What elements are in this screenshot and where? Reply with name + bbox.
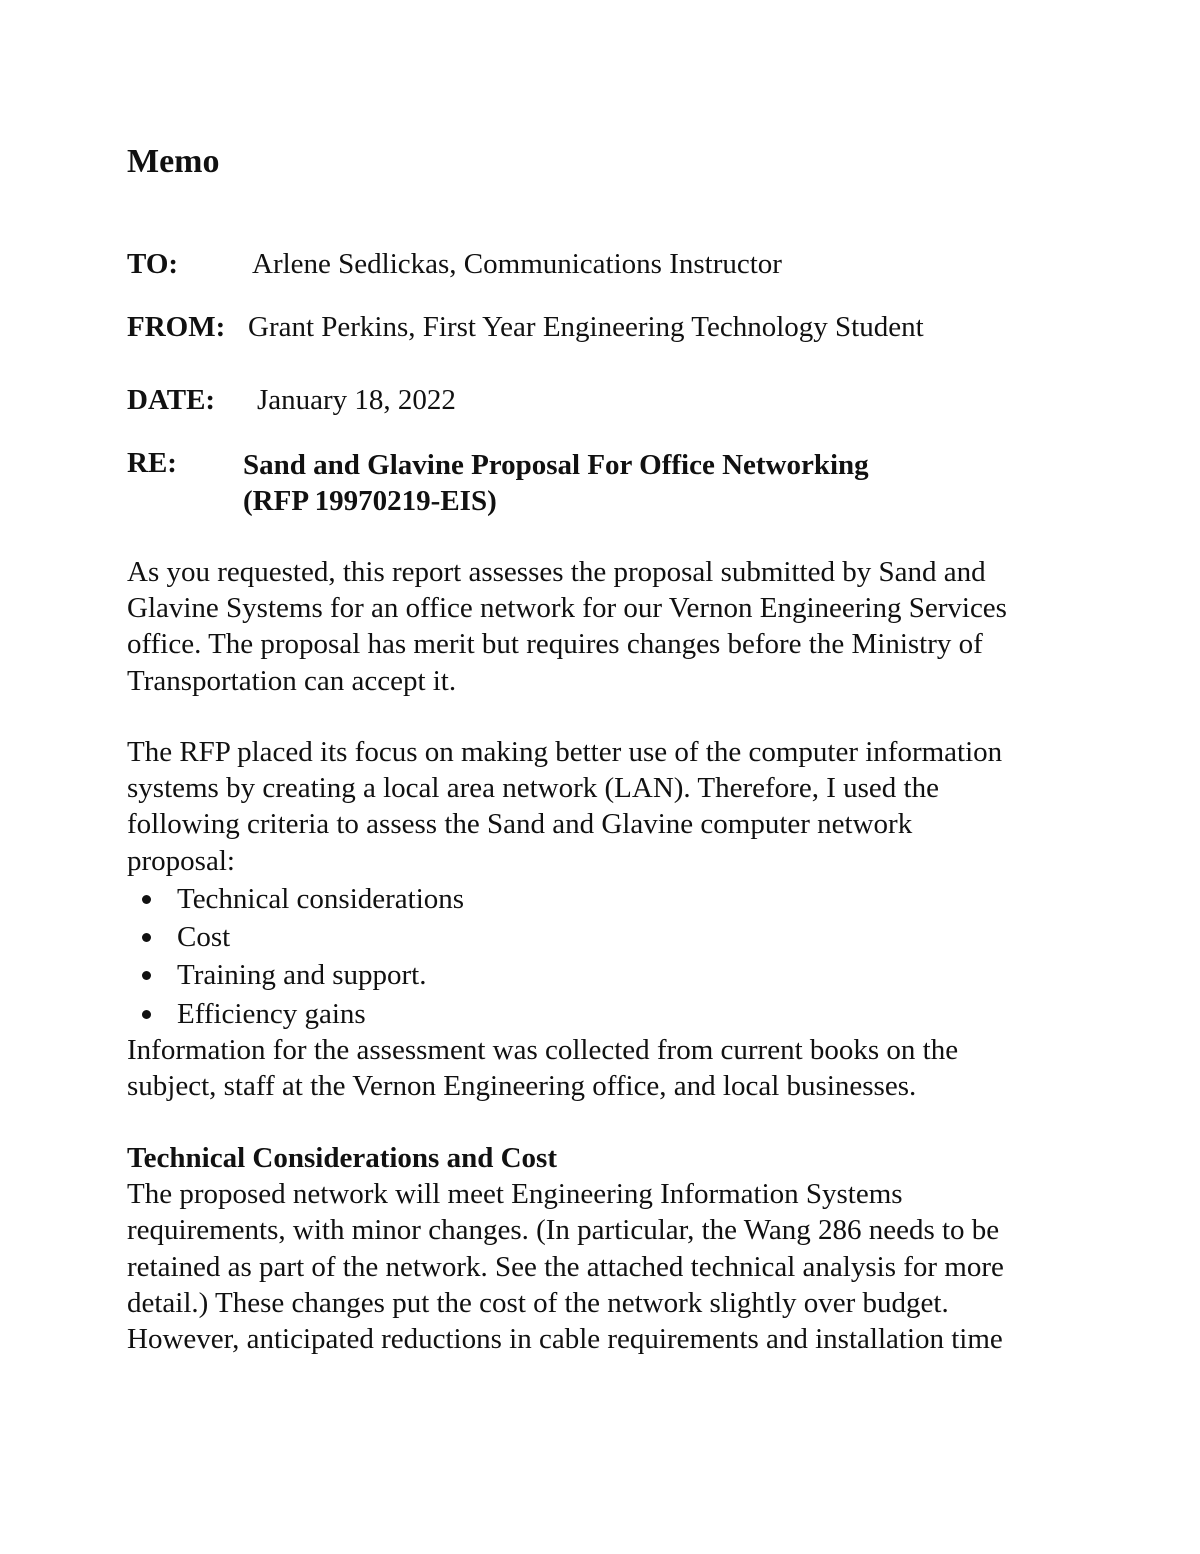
date-label: DATE: xyxy=(127,384,216,416)
re-subject xyxy=(243,447,869,519)
sources-paragraph xyxy=(127,1032,1107,1104)
from-value: Grant Perkins, First Year Engineering Technology Student xyxy=(248,311,924,343)
criteria-paragraph xyxy=(127,734,1107,879)
text-line: following criteria to assess the Sand and Glavine computer network xyxy=(127,808,913,841)
bullet-icon xyxy=(142,971,151,980)
re-label: RE: xyxy=(127,447,177,479)
list-item xyxy=(127,956,464,994)
text-line: office. The proposal has merit but requires changes before the Ministry of xyxy=(127,628,983,661)
intro-paragraph xyxy=(127,554,1107,699)
list-item xyxy=(127,995,464,1033)
text-line: requirements, with minor changes. (In particular, the Wang 286 needs to be xyxy=(127,1214,1000,1247)
list-item xyxy=(127,918,464,956)
text-line: As you requested, this report assesses the proposal submitted by Sand and xyxy=(127,556,986,588)
from-label: FROM: xyxy=(127,311,226,343)
text-line: The proposed network will meet Engineering Information Systems xyxy=(127,1178,903,1211)
list-item-text: Efficiency gains xyxy=(177,997,366,1030)
date-value: January 18, 2022 xyxy=(257,384,456,416)
text-line: The RFP placed its focus on making better use of the computer information xyxy=(127,736,1003,768)
text-line: Transportation can accept it. xyxy=(127,664,457,697)
re-subject-line: Sand and Glavine Proposal For Office Networking xyxy=(243,449,869,481)
text-line: Information for the assessment was collected from current books on the xyxy=(127,1034,959,1066)
bullet-icon xyxy=(142,1010,151,1019)
re-rfp-number: (RFP 19970219-EIS) xyxy=(243,485,497,517)
text-line: detail.) These changes put the cost of the network slightly over budget. xyxy=(127,1286,949,1319)
list-item xyxy=(127,880,464,918)
list-item-text: Training and support. xyxy=(177,959,427,992)
bullet-icon xyxy=(142,933,151,942)
list-item-text: Cost xyxy=(177,921,231,954)
list-item-text: Technical considerations xyxy=(177,883,465,915)
to-value: Arlene Sedlickas, Communications Instructor xyxy=(252,248,782,280)
memo-title: Memo xyxy=(127,143,220,180)
text-line: subject, staff at the Vernon Engineering office, and local businesses. xyxy=(127,1070,917,1103)
section-heading: Technical Considerations and Cost xyxy=(127,1142,557,1174)
text-line: However, anticipated reductions in cable requirements and installation time xyxy=(127,1323,1003,1356)
bullet-icon xyxy=(142,895,151,904)
text-line: proposal: xyxy=(127,844,235,877)
criteria-list xyxy=(127,880,464,1033)
text-line: retained as part of the network. See the attached technical analysis for more xyxy=(127,1250,1004,1283)
to-label: TO: xyxy=(127,248,179,280)
text-line: systems by creating a local area network (LAN). Therefore, I used the xyxy=(127,772,939,805)
text-line: Glavine Systems for an office network for our Vernon Engineering Services xyxy=(127,592,1007,625)
technical-section xyxy=(127,1140,1107,1357)
